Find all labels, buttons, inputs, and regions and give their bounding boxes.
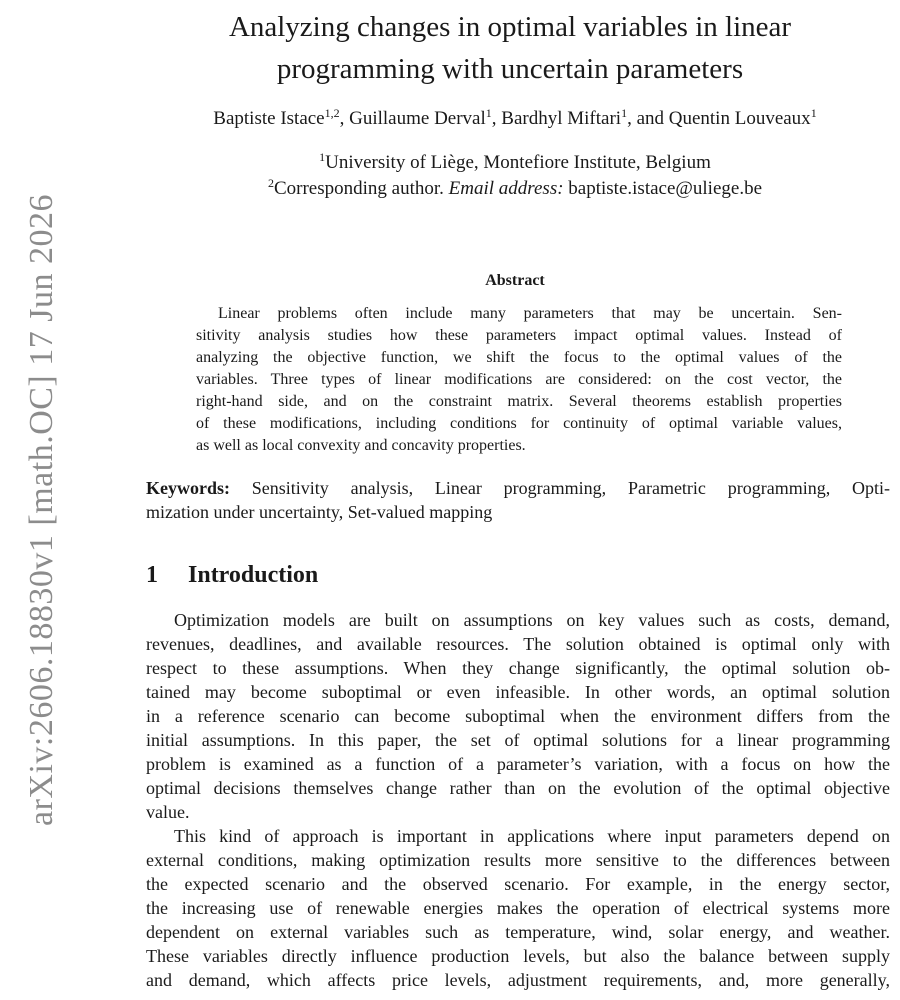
title-line: programming with uncertain parameters bbox=[276, 53, 744, 85]
corresponding-mark: 2 bbox=[267, 176, 274, 190]
section-title: Introduction bbox=[188, 562, 319, 588]
email-label: Email address: bbox=[448, 178, 564, 199]
keywords-label: Keywords: bbox=[146, 478, 230, 498]
author-affiliation-mark: 1,2 bbox=[324, 106, 340, 120]
paragraph-line: revenues, deadlines, and available resources. The solution obtained is optimal only with bbox=[146, 634, 890, 654]
paragraph-line: tained may become suboptimal or even infeasible. In other words, an optimal solution bbox=[146, 682, 890, 702]
corresponding-author bbox=[130, 178, 900, 200]
corresponding-prefix: Corresponding author. bbox=[273, 178, 449, 199]
paper-title bbox=[120, 6, 900, 90]
paragraph-line: dependent on external variables such as temperature, wind, solar energy, and weather. bbox=[146, 922, 890, 942]
paragraph-line: the increasing use of renewable energies makes the operation of electrical systems more bbox=[146, 898, 890, 918]
paragraph-line: in a reference scenario can become suboptimal when the environment differs from the bbox=[146, 706, 890, 726]
paragraph-line: and demand, which affects price levels, adjustment requirements, and, more generally, bbox=[146, 970, 890, 990]
keywords-text: Sensitivity analysis, Linear programming, Parametric programming, Opti- bbox=[230, 478, 890, 498]
paragraph-line: the expected scenario and the observed scenario. For example, in the energy sector, bbox=[146, 874, 890, 894]
abstract-line: right-hand side, and on the constraint matrix. Several theorems establish properties bbox=[196, 393, 842, 410]
keywords-line bbox=[146, 478, 890, 499]
affiliation bbox=[130, 152, 900, 174]
section-number: 1 bbox=[146, 562, 158, 588]
email-address[interactable]: baptiste.istace@uliege.be bbox=[563, 178, 762, 199]
author-list bbox=[130, 108, 900, 130]
paragraph-line: This kind of approach is important in applications where input parameters depend on bbox=[174, 826, 890, 846]
abstract-line: of these modifications, including conditions for continuity of optimal variable values, bbox=[196, 415, 842, 432]
arxiv-identifier: arXiv:2606.18830v1 [math.OC] 17 Jun 2026 bbox=[23, 194, 60, 826]
affiliation-mark: 1 bbox=[319, 150, 326, 164]
author-separator: , bbox=[491, 108, 502, 129]
paragraph-line: These variables directly influence production levels, but also the balance between supply bbox=[146, 946, 890, 966]
paragraph-line: optimal decisions themselves change rather than on the evolution of the optimal objective bbox=[146, 778, 890, 798]
author-name: Baptiste Istace bbox=[213, 108, 325, 129]
author-affiliation-mark: 1 bbox=[485, 106, 492, 120]
author-name: Bardhyl Miftari bbox=[501, 108, 622, 129]
paragraph-line: initial assumptions. In this paper, the set of optimal solutions for a linear programming bbox=[146, 730, 890, 750]
paragraph-line: problem is examined as a function of a parameter’s variation, with a focus on how the bbox=[146, 754, 890, 774]
author-affiliation-mark: 1 bbox=[621, 106, 628, 120]
title-line: Analyzing changes in optimal variables in linear bbox=[228, 11, 792, 43]
abstract-line: Linear problems often include many parameters that may be uncertain. Sen- bbox=[218, 305, 842, 322]
author-separator: , and bbox=[627, 108, 669, 129]
author-name: Guillaume Derval bbox=[349, 108, 486, 129]
affiliation-text: University of Liège, Montefiore Institute, Belgium bbox=[325, 152, 711, 173]
paragraph-line: Optimization models are built on assumptions on key values such as costs, demand, bbox=[174, 610, 890, 630]
abstract-heading: Abstract bbox=[485, 272, 545, 289]
paragraph-line: value. bbox=[146, 802, 190, 822]
keywords-line: mization under uncertainty, Set-valued mapping bbox=[146, 502, 493, 522]
abstract-line: sitivity analysis studies how these parameters impact optimal values. Instead of bbox=[196, 327, 842, 344]
author-affiliation-mark: 1 bbox=[810, 106, 817, 120]
abstract-line: analyzing the objective function, we shift the focus to the optimal values of the bbox=[196, 349, 842, 366]
paragraph-line: respect to these assumptions. When they change significantly, the optimal solution ob- bbox=[146, 658, 890, 678]
paragraph-line: external conditions, making optimization results more sensitive to the differences between bbox=[146, 850, 890, 870]
abstract-line: variables. Three types of linear modifications are considered: on the cost vector, the bbox=[196, 371, 842, 388]
author-separator: , bbox=[339, 108, 350, 129]
abstract-line: as well as local convexity and concavity properties. bbox=[196, 437, 526, 454]
section-heading bbox=[146, 562, 318, 589]
author-name: Quentin Louveaux bbox=[668, 108, 811, 129]
